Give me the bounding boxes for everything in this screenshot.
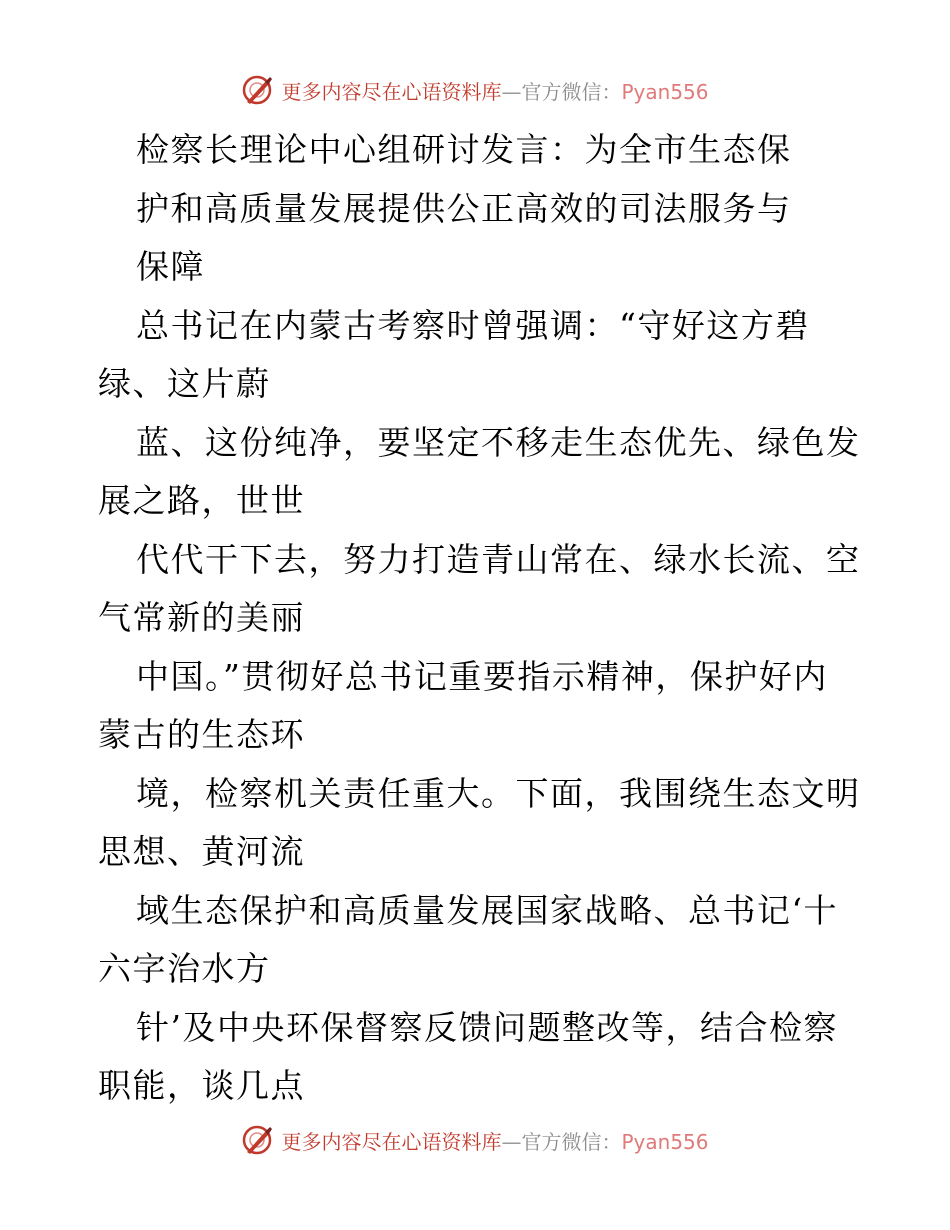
- text-line: 气常新的美丽: [98, 598, 305, 637]
- text-line: 保障: [136, 247, 205, 286]
- text-line: 护和高质量发展提供公正高效的司法服务与: [136, 188, 792, 228]
- pen-logo-icon: [241, 74, 273, 106]
- header-watermark-banner: [0, 70, 950, 110]
- text-line: 职能，谈几点: [98, 1066, 305, 1105]
- text-line: 检察长理论中心组研讨发言：为全市生态保: [136, 130, 792, 169]
- banner-dash: —: [501, 79, 522, 104]
- text-line: 总书记在内蒙古考察时曾强调：“守好这方碧: [136, 305, 810, 345]
- text-line: 域生态保护和高质量发展国家战略、总书记‘十: [136, 890, 838, 930]
- banner-wechat-label: 官方微信：: [521, 1129, 622, 1154]
- banner-text: [281, 76, 708, 105]
- text-line: 中国。”贯彻好总书记重要指示精神，保护好内: [136, 656, 828, 696]
- text-line: 代代干下去，努力打造青山常在、绿水长流、空: [136, 539, 861, 579]
- text-line: 思想、黄河流: [98, 832, 305, 871]
- text-line: 针’及中央环保督察反馈问题整改等，结合检察: [136, 1007, 838, 1047]
- text-line: 绿、这片蔚: [98, 364, 271, 403]
- banner-wechat-id: Pyan556: [621, 1129, 709, 1154]
- text-line: 蒙古的生态环: [98, 715, 305, 754]
- text-line: 蓝、这份纯净，要坚定不移走生态优先、绿色发: [136, 422, 861, 462]
- pen-logo-icon: [241, 1124, 273, 1156]
- footer-watermark-banner: [0, 1120, 950, 1160]
- text-line: 展之路，世世: [98, 481, 305, 520]
- banner-main-text: 更多内容尽在心语资料库: [281, 1129, 502, 1154]
- banner-wechat-id: Pyan556: [621, 79, 709, 104]
- text-line: 境，检察机关责任重大。下面，我围绕生态文明: [136, 773, 861, 813]
- banner-dash: —: [501, 1129, 522, 1154]
- banner-main-text: 更多内容尽在心语资料库: [281, 79, 502, 104]
- banner-text: [281, 1126, 708, 1155]
- document-body: [98, 121, 861, 1116]
- text-line: 六字治水方: [98, 949, 271, 988]
- banner-wechat-label: 官方微信：: [521, 79, 622, 104]
